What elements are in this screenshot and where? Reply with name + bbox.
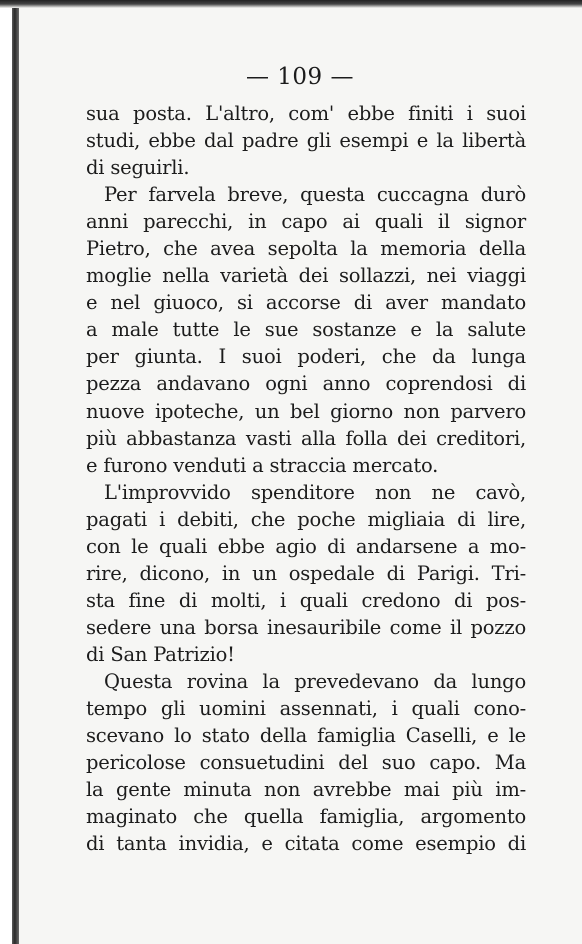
text-line: nuove ipoteche, un bel giorno non parvero [86, 399, 526, 423]
text-line: maginato che quella famiglia, argomento [86, 805, 526, 829]
text-line: Questa rovina la prevedevano da lungo [104, 669, 526, 693]
text-line: sua posta. L'altro, com' ebbe finiti i suoi [86, 102, 526, 125]
text-line: anni parecchi, in capo ai quali il signor [86, 210, 526, 234]
text-line: a male tutte le sue sostanze e la salute [86, 318, 526, 342]
text-line: tempo gli uomini assennati, i quali cono- [86, 697, 526, 721]
text-line: Per farvela breve, questa cuccagna durò [104, 183, 526, 207]
paragraph [86, 100, 526, 181]
paragraph [86, 479, 526, 668]
text-line: Pietro, che avea sepolta la memoria della [86, 237, 526, 261]
text-line: studi, ebbe dal padre gli esempi e la libertà [86, 129, 526, 153]
text-line: sta fine di molti, i quali credono di pos- [86, 588, 526, 612]
text-line: pericolose consuetudini del suo capo. Ma [86, 751, 526, 775]
text-line: scevano lo stato della famiglia Caselli, e le [86, 724, 526, 748]
text-line: pezza andavano ogni anno coprendosi di [86, 372, 526, 396]
text-line: e nel giuoco, si accorse di aver mandato [86, 291, 526, 315]
paragraph [86, 668, 526, 857]
text-line: e furono venduti a straccia mercato. [86, 453, 439, 477]
body-text [86, 100, 526, 857]
text-line: di tanta invidia, e citata come esempio di [86, 832, 526, 856]
page-number: — 109 — [245, 64, 355, 90]
page-top-edge [0, 0, 582, 8]
page-margin-left [0, 0, 12, 944]
text-line: per giunta. I suoi poderi, che da lunga [86, 345, 526, 369]
text-line: di San Patrizio! [86, 642, 235, 666]
text-line: rire, dicono, in un ospedale di Parigi. Tri- [86, 561, 526, 585]
text-line: con le quali ebbe agio di andarsene a mo- [86, 534, 526, 558]
text-line: L'improvvido spenditore non ne cavò, [104, 480, 526, 504]
text-line: più abbastanza vasti alla folla dei creditori, [86, 426, 526, 450]
text-line: sedere una borsa inesauribile come il pozzo [86, 615, 526, 639]
text-line: moglie nella varietà dei sollazzi, nei viaggi [86, 264, 526, 288]
text-line: la gente minuta non avrebbe mai più im- [86, 778, 526, 802]
binding-edge [12, 0, 19, 944]
text-line: pagati i debiti, che poche migliaia di lire, [86, 507, 526, 531]
text-line: di seguirli. [86, 156, 190, 180]
paragraph [86, 181, 526, 479]
